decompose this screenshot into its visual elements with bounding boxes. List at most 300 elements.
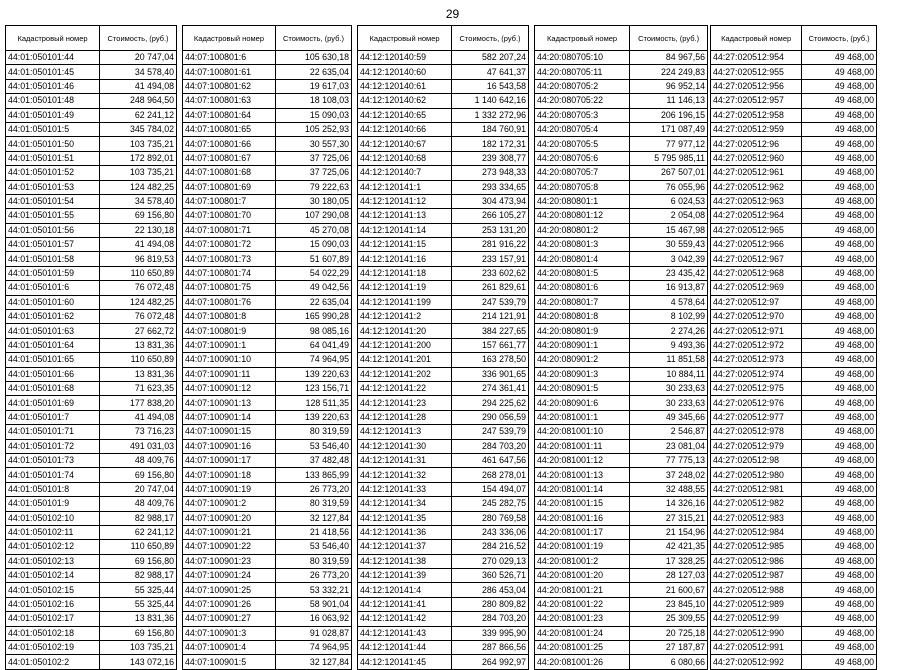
cadastral-number-cell: 44:01:050101:60 xyxy=(6,295,100,309)
cadastral-number-cell: 44:12:120141:31 xyxy=(358,453,452,467)
cost-cell: 20 747,04 xyxy=(100,482,177,496)
table-row xyxy=(183,324,352,338)
cost-cell: 128 511,35 xyxy=(275,396,351,410)
cost-cell: 49 468,00 xyxy=(802,65,877,79)
cost-cell: 62 241,12 xyxy=(100,108,177,122)
cost-cell: 34 578,40 xyxy=(100,65,177,79)
table-row xyxy=(535,597,708,611)
table-row xyxy=(358,482,529,496)
cost-cell: 49 042,56 xyxy=(275,281,351,295)
cost-cell: 49 468,00 xyxy=(802,381,877,395)
cadastral-number-cell: 44:01:050101:51 xyxy=(6,151,100,165)
cadastral-number-cell: 44:01:050101:8 xyxy=(6,482,100,496)
table-row xyxy=(6,396,177,410)
cost-cell: 49 468,00 xyxy=(802,51,877,65)
table-row xyxy=(711,569,877,583)
cost-cell: 124 482,25 xyxy=(100,180,177,194)
cost-cell: 110 650,89 xyxy=(100,540,177,554)
cadastral-number-cell: 44:01:050102:2 xyxy=(6,655,100,669)
cost-cell: 49 468,00 xyxy=(802,137,877,151)
cost-cell: 49 468,00 xyxy=(802,252,877,266)
header-cadastral-number: Кадастровый номер xyxy=(358,26,452,51)
table-row xyxy=(183,79,352,93)
table-row xyxy=(358,324,529,338)
cost-cell: 49 468,00 xyxy=(802,310,877,324)
cadastral-number-cell: 44:07:100801:67 xyxy=(183,151,276,165)
cost-cell: 49 468,00 xyxy=(802,482,877,496)
table-row xyxy=(6,310,177,324)
cadastral-number-cell: 44:20:081001:20 xyxy=(535,569,630,583)
cadastral-number-cell: 44:01:050102:12 xyxy=(6,540,100,554)
cost-cell: 491 031,03 xyxy=(100,439,177,453)
table-row xyxy=(358,108,529,122)
table-row xyxy=(183,525,352,539)
table-row xyxy=(6,353,177,367)
cadastral-number-cell: 44:20:080705:5 xyxy=(535,137,630,151)
cost-cell: 384 227,65 xyxy=(452,324,529,338)
cadastral-number-cell: 44:07:100901:18 xyxy=(183,468,276,482)
cost-cell: 16 063,92 xyxy=(275,612,351,626)
cost-cell: 270 029,13 xyxy=(452,554,529,568)
cost-cell: 49 468,00 xyxy=(802,295,877,309)
cadastral-number-cell: 44:07:100901:26 xyxy=(183,597,276,611)
cost-cell: 49 468,00 xyxy=(802,180,877,194)
cost-cell: 273 948,33 xyxy=(452,166,529,180)
cadastral-number-cell: 44:27:020512:983 xyxy=(711,511,802,525)
table-row xyxy=(6,425,177,439)
table-row xyxy=(535,122,708,136)
table-row xyxy=(6,281,177,295)
cost-cell: 14 326,16 xyxy=(630,497,708,511)
cadastral-number-cell: 44:01:050101:68 xyxy=(6,381,100,395)
cost-cell: 206 196,15 xyxy=(630,108,708,122)
cadastral-number-cell: 44:27:020512:972 xyxy=(711,338,802,352)
cost-cell: 110 650,89 xyxy=(100,353,177,367)
table-row xyxy=(711,122,877,136)
table-row xyxy=(6,223,177,237)
table-row xyxy=(535,612,708,626)
cadastral-number-cell: 44:12:120141:32 xyxy=(358,468,452,482)
table-row xyxy=(358,540,529,554)
cadastral-number-cell: 44:27:020512:959 xyxy=(711,122,802,136)
table-row xyxy=(6,525,177,539)
cadastral-number-cell: 44:01:050101:69 xyxy=(6,396,100,410)
cost-cell: 3 042,39 xyxy=(630,252,708,266)
page-number: 29 xyxy=(445,7,460,21)
cost-cell: 15 467,98 xyxy=(630,223,708,237)
cadastral-number-cell: 44:20:080705:7 xyxy=(535,166,630,180)
cost-cell: 26 773,20 xyxy=(275,569,351,583)
cost-cell: 13 831,36 xyxy=(100,367,177,381)
cadastral-number-cell: 44:07:100901:10 xyxy=(183,353,276,367)
cost-cell: 20 747,04 xyxy=(100,51,177,65)
cadastral-number-cell: 44:27:020512:969 xyxy=(711,281,802,295)
cost-cell: 37 725,06 xyxy=(275,166,351,180)
table-row xyxy=(183,396,352,410)
cadastral-number-cell: 44:27:020512:964 xyxy=(711,209,802,223)
cost-cell: 55 325,44 xyxy=(100,597,177,611)
cost-cell: 10 884,11 xyxy=(630,367,708,381)
table-row xyxy=(711,367,877,381)
cost-cell: 49 468,00 xyxy=(802,497,877,511)
table-row xyxy=(358,626,529,640)
cost-cell: 284 703,20 xyxy=(452,612,529,626)
table-row xyxy=(183,554,352,568)
cadastral-number-cell: 44:01:050101:65 xyxy=(6,353,100,367)
cadastral-number-cell: 44:20:080901:3 xyxy=(535,367,630,381)
cadastral-number-cell: 44:27:020512:992 xyxy=(711,655,802,669)
table-row xyxy=(535,525,708,539)
header-cost: Стоимость, (руб.) xyxy=(100,26,177,51)
cost-cell: 91 028,87 xyxy=(275,626,351,640)
cost-cell: 284 216,52 xyxy=(452,540,529,554)
cadastral-number-cell: 44:20:081001:2 xyxy=(535,554,630,568)
cadastral-number-cell: 44:01:050101:57 xyxy=(6,238,100,252)
cadastral-number-cell: 44:12:120141:23 xyxy=(358,396,452,410)
cadastral-number-cell: 44:20:080801:2 xyxy=(535,223,630,237)
cadastral-table-3 xyxy=(357,25,529,670)
cost-cell: 23 081,04 xyxy=(630,439,708,453)
table-row xyxy=(358,655,529,669)
table-row xyxy=(711,511,877,525)
cost-cell: 30 233,63 xyxy=(630,396,708,410)
cost-cell: 53 546,40 xyxy=(275,439,351,453)
cost-cell: 45 270,08 xyxy=(275,223,351,237)
table-row xyxy=(535,583,708,597)
cadastral-number-cell: 44:27:020512:967 xyxy=(711,252,802,266)
table-row xyxy=(358,137,529,151)
cadastral-number-cell: 44:12:120140:68 xyxy=(358,151,452,165)
table-row xyxy=(711,338,877,352)
cadastral-number-cell: 44:07:100901:1 xyxy=(183,338,276,352)
cadastral-number-cell: 44:01:050102:13 xyxy=(6,554,100,568)
cadastral-number-cell: 44:20:080801:1 xyxy=(535,194,630,208)
table-row xyxy=(183,108,352,122)
cadastral-number-cell: 44:12:120140:7 xyxy=(358,166,452,180)
cadastral-number-cell: 44:27:020512:980 xyxy=(711,468,802,482)
cost-cell: 247 539,79 xyxy=(452,425,529,439)
table-row xyxy=(6,51,177,65)
cost-cell: 41 494,08 xyxy=(100,79,177,93)
cost-cell: 53 332,21 xyxy=(275,583,351,597)
table-row xyxy=(6,295,177,309)
cadastral-number-cell: 44:07:100801:75 xyxy=(183,281,276,295)
cadastral-number-cell: 44:12:120141:37 xyxy=(358,540,452,554)
cadastral-number-cell: 44:12:120141:202 xyxy=(358,367,452,381)
header-cadastral-number: Кадастровый номер xyxy=(6,26,100,51)
table-header-row xyxy=(358,26,529,51)
table-row xyxy=(6,540,177,554)
table-row xyxy=(711,540,877,554)
table-row xyxy=(358,223,529,237)
table-row xyxy=(711,51,877,65)
table-row xyxy=(6,367,177,381)
table-row xyxy=(183,209,352,223)
table-row xyxy=(6,238,177,252)
cadastral-number-cell: 44:01:050102:11 xyxy=(6,525,100,539)
cadastral-number-cell: 44:27:020512:962 xyxy=(711,180,802,194)
cost-cell: 16 543,58 xyxy=(452,79,529,93)
table-row xyxy=(183,310,352,324)
cost-cell: 64 041,49 xyxy=(275,338,351,352)
cost-cell: 79 222,63 xyxy=(275,180,351,194)
table-row xyxy=(535,482,708,496)
cadastral-number-cell: 44:27:020512:96 xyxy=(711,137,802,151)
table-row xyxy=(358,612,529,626)
cost-cell: 28 127,03 xyxy=(630,569,708,583)
cadastral-number-cell: 44:12:120141:13 xyxy=(358,209,452,223)
cadastral-number-cell: 44:27:020512:979 xyxy=(711,439,802,453)
cost-cell: 9 493,36 xyxy=(630,338,708,352)
cadastral-number-cell: 44:07:100801:6 xyxy=(183,51,276,65)
cadastral-number-cell: 44:12:120141:199 xyxy=(358,295,452,309)
table-row xyxy=(6,554,177,568)
table-row xyxy=(6,569,177,583)
cadastral-number-cell: 44:01:050101:59 xyxy=(6,266,100,280)
cost-cell: 27 315,21 xyxy=(630,511,708,525)
cadastral-number-cell: 44:07:100801:69 xyxy=(183,180,276,194)
cadastral-number-cell: 44:12:120141:20 xyxy=(358,324,452,338)
cadastral-number-cell: 44:27:020512:989 xyxy=(711,597,802,611)
cadastral-number-cell: 44:01:050101:44 xyxy=(6,51,100,65)
cadastral-number-cell: 44:12:120141:2 xyxy=(358,310,452,324)
table-row xyxy=(535,497,708,511)
cost-cell: 49 345,66 xyxy=(630,410,708,424)
cost-cell: 171 087,49 xyxy=(630,122,708,136)
table-row xyxy=(358,252,529,266)
table-row xyxy=(535,79,708,93)
cadastral-number-cell: 44:07:100801:9 xyxy=(183,324,276,338)
header-cost: Стоимость, (руб.) xyxy=(802,26,877,51)
cost-cell: 23 845,10 xyxy=(630,597,708,611)
cadastral-number-cell: 44:20:080705:8 xyxy=(535,180,630,194)
cadastral-number-cell: 44:27:020512:955 xyxy=(711,65,802,79)
table-row xyxy=(358,65,529,79)
cadastral-number-cell: 44:07:100801:7 xyxy=(183,194,276,208)
cost-cell: 5 795 985,11 xyxy=(630,151,708,165)
cadastral-number-cell: 44:01:050101:5 xyxy=(6,122,100,136)
cost-cell: 6 080,66 xyxy=(630,655,708,669)
table-row xyxy=(358,425,529,439)
table-row xyxy=(711,209,877,223)
table-row xyxy=(358,310,529,324)
cost-cell: 124 482,25 xyxy=(100,295,177,309)
cost-cell: 37 725,06 xyxy=(275,151,351,165)
table-row xyxy=(535,641,708,655)
cost-cell: 13 831,36 xyxy=(100,338,177,352)
cadastral-number-cell: 44:07:100801:61 xyxy=(183,65,276,79)
table-row xyxy=(358,51,529,65)
table-row xyxy=(535,540,708,554)
cadastral-number-cell: 44:07:100801:65 xyxy=(183,122,276,136)
cadastral-number-cell: 44:27:020512:960 xyxy=(711,151,802,165)
table-row xyxy=(6,137,177,151)
cadastral-number-cell: 44:27:020512:973 xyxy=(711,353,802,367)
table-row xyxy=(6,94,177,108)
table-row xyxy=(711,238,877,252)
cost-cell: 21 600,67 xyxy=(630,583,708,597)
cadastral-number-cell: 44:20:080801:7 xyxy=(535,295,630,309)
table-row xyxy=(183,468,352,482)
cost-cell: 49 468,00 xyxy=(802,540,877,554)
table-row xyxy=(711,79,877,93)
cost-cell: 49 468,00 xyxy=(802,281,877,295)
table-row xyxy=(183,497,352,511)
cost-cell: 49 468,00 xyxy=(802,94,877,108)
cost-cell: 360 526,71 xyxy=(452,569,529,583)
table-row xyxy=(711,655,877,669)
cadastral-number-cell: 44:01:050101:58 xyxy=(6,252,100,266)
cost-cell: 49 468,00 xyxy=(802,583,877,597)
cost-cell: 49 468,00 xyxy=(802,453,877,467)
table-row xyxy=(535,396,708,410)
cost-cell: 49 468,00 xyxy=(802,324,877,338)
header-cadastral-number: Кадастровый номер xyxy=(535,26,630,51)
cadastral-number-cell: 44:01:050101:55 xyxy=(6,209,100,223)
cadastral-number-cell: 44:01:050101:46 xyxy=(6,79,100,93)
cost-cell: 96 952,14 xyxy=(630,79,708,93)
table-row xyxy=(711,439,877,453)
cadastral-number-cell: 44:07:100901:17 xyxy=(183,453,276,467)
table-row xyxy=(711,108,877,122)
cost-cell: 41 494,08 xyxy=(100,238,177,252)
cost-cell: 53 546,40 xyxy=(275,540,351,554)
cost-cell: 105 252,93 xyxy=(275,122,351,136)
table-row xyxy=(183,453,352,467)
cadastral-number-cell: 44:01:050101:49 xyxy=(6,108,100,122)
cadastral-number-cell: 44:12:120141:43 xyxy=(358,626,452,640)
cost-cell: 139 220,63 xyxy=(275,367,351,381)
cadastral-number-cell: 44:01:050101:9 xyxy=(6,497,100,511)
cadastral-number-cell: 44:07:100801:68 xyxy=(183,166,276,180)
cadastral-number-cell: 44:20:081001:24 xyxy=(535,626,630,640)
cadastral-number-cell: 44:07:100801:76 xyxy=(183,295,276,309)
cost-cell: 172 892,01 xyxy=(100,151,177,165)
cadastral-number-cell: 44:01:050101:73 xyxy=(6,453,100,467)
cadastral-number-cell: 44:01:050101:62 xyxy=(6,310,100,324)
table-row xyxy=(535,655,708,669)
cost-cell: 55 325,44 xyxy=(100,583,177,597)
cost-cell: 22 130,18 xyxy=(100,223,177,237)
cadastral-number-cell: 44:27:020512:99 xyxy=(711,612,802,626)
cadastral-number-cell: 44:12:120140:67 xyxy=(358,137,452,151)
cost-cell: 49 468,00 xyxy=(802,108,877,122)
cadastral-number-cell: 44:20:081001:1 xyxy=(535,410,630,424)
cost-cell: 19 617,03 xyxy=(275,79,351,93)
cadastral-number-cell: 44:20:080801:4 xyxy=(535,252,630,266)
cadastral-number-cell: 44:20:080705:4 xyxy=(535,122,630,136)
table-row xyxy=(6,453,177,467)
table-row xyxy=(711,137,877,151)
cadastral-number-cell: 44:01:050101:72 xyxy=(6,439,100,453)
cost-cell: 41 494,08 xyxy=(100,410,177,424)
cost-cell: 248 964,50 xyxy=(100,94,177,108)
cost-cell: 49 468,00 xyxy=(802,655,877,669)
table-row xyxy=(535,453,708,467)
table-row xyxy=(711,597,877,611)
cadastral-number-cell: 44:12:120141:44 xyxy=(358,641,452,655)
cost-cell: 51 607,89 xyxy=(275,252,351,266)
table-row xyxy=(6,597,177,611)
cost-cell: 49 468,00 xyxy=(802,468,877,482)
cadastral-number-cell: 44:20:081001:12 xyxy=(535,453,630,467)
cost-cell: 23 435,42 xyxy=(630,266,708,280)
cost-cell: 304 473,94 xyxy=(452,194,529,208)
cadastral-number-cell: 44:07:100801:66 xyxy=(183,137,276,151)
table-row xyxy=(711,151,877,165)
table-row xyxy=(6,166,177,180)
cost-cell: 214 121,91 xyxy=(452,310,529,324)
table-row xyxy=(6,180,177,194)
cost-cell: 49 468,00 xyxy=(802,626,877,640)
cadastral-number-cell: 44:20:080705:6 xyxy=(535,151,630,165)
cadastral-number-cell: 44:12:120141:34 xyxy=(358,497,452,511)
cadastral-number-cell: 44:07:100801:73 xyxy=(183,252,276,266)
cadastral-number-cell: 44:27:020512:970 xyxy=(711,310,802,324)
table-row xyxy=(711,94,877,108)
table-row xyxy=(6,65,177,79)
cost-cell: 49 468,00 xyxy=(802,151,877,165)
table-row xyxy=(6,497,177,511)
table-row xyxy=(535,425,708,439)
cadastral-table-5 xyxy=(710,25,877,670)
cadastral-table-2 xyxy=(182,25,352,670)
cost-cell: 30 559,43 xyxy=(630,238,708,252)
cadastral-number-cell: 44:20:081001:22 xyxy=(535,597,630,611)
table-row xyxy=(711,324,877,338)
table-row xyxy=(535,324,708,338)
cost-cell: 49 468,00 xyxy=(802,511,877,525)
table-row xyxy=(711,180,877,194)
cost-cell: 96 819,53 xyxy=(100,252,177,266)
table-row xyxy=(358,597,529,611)
table-row xyxy=(358,367,529,381)
cadastral-number-cell: 44:12:120141:15 xyxy=(358,238,452,252)
table-row xyxy=(535,166,708,180)
cadastral-number-cell: 44:01:050101:54 xyxy=(6,194,100,208)
cost-cell: 15 090,03 xyxy=(275,238,351,252)
cadastral-number-cell: 44:12:120141:39 xyxy=(358,569,452,583)
cadastral-number-cell: 44:20:081001:11 xyxy=(535,439,630,453)
table-row xyxy=(183,597,352,611)
table-row xyxy=(358,453,529,467)
cadastral-number-cell: 44:12:120141:28 xyxy=(358,410,452,424)
cost-cell: 54 022,29 xyxy=(275,266,351,280)
table-row xyxy=(183,137,352,151)
cost-cell: 336 901,65 xyxy=(452,367,529,381)
cadastral-number-cell: 44:12:120141:14 xyxy=(358,223,452,237)
table-row xyxy=(711,353,877,367)
table-row xyxy=(535,51,708,65)
table-row xyxy=(6,641,177,655)
cadastral-number-cell: 44:12:120140:59 xyxy=(358,51,452,65)
table-row xyxy=(711,626,877,640)
cadastral-number-cell: 44:27:020512:971 xyxy=(711,324,802,338)
table-row xyxy=(358,396,529,410)
table-row xyxy=(6,583,177,597)
table-row xyxy=(711,453,877,467)
table-row xyxy=(358,180,529,194)
cost-cell: 287 866,56 xyxy=(452,641,529,655)
cadastral-number-cell: 44:07:100901:5 xyxy=(183,655,276,669)
cadastral-number-cell: 44:01:050101:52 xyxy=(6,166,100,180)
cost-cell: 6 024,53 xyxy=(630,194,708,208)
table-row xyxy=(183,94,352,108)
cadastral-number-cell: 44:12:120141:41 xyxy=(358,597,452,611)
cadastral-number-cell: 44:01:050101:45 xyxy=(6,65,100,79)
table-row xyxy=(711,381,877,395)
cost-cell: 20 725,18 xyxy=(630,626,708,640)
